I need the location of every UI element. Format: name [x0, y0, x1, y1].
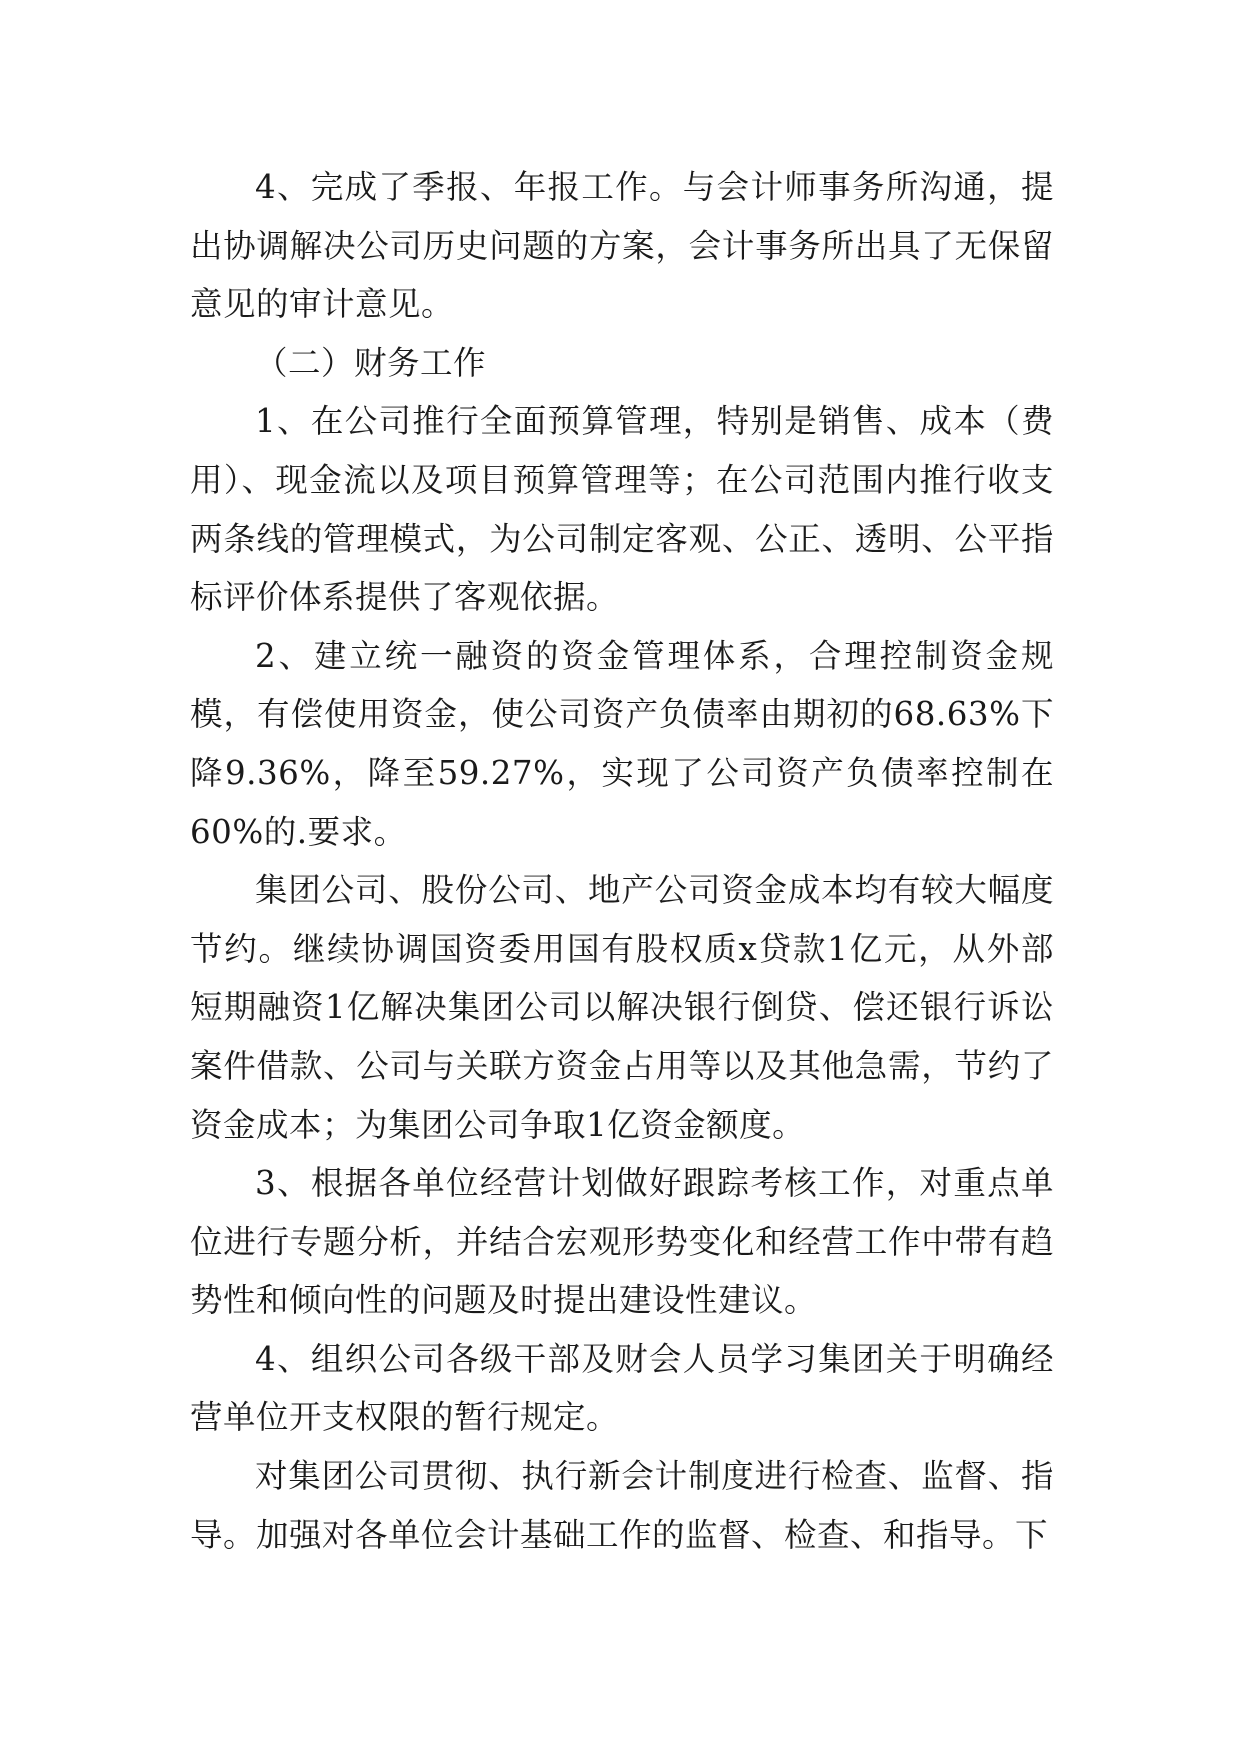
document-body	[190, 158, 1054, 1564]
paragraph-budget-management: 1、在公司推行全面预算管理，特别是销售、成本（费用）、现金流以及项目预算管理等；在公司范围内推行收支两条线的管理模式，为公司制定客观、公正、透明、公平指标评价体系提供了客观依据。	[190, 402, 1054, 617]
section-heading-finance-work: （二）财务工作	[255, 343, 487, 382]
paragraph-accounting-supervision: 对集团公司贯彻、执行新会计制度进行检查、监督、指导。加强对各单位会计基础工作的监督、检查、和指导。下	[190, 1457, 1054, 1554]
paragraph-expense-authority-study: 4、组织公司各级干部及财会人员学习集团关于明确经营单位开支权限的暂行规定。	[190, 1339, 1054, 1437]
paragraph-performance-tracking: 3、根据各单位经营计划做好跟踪考核工作，对重点单位进行专题分析，并结合宏观形势变化和经营工作中带有趋势性和倾向性的问题及时提出建设性建议。	[190, 1164, 1054, 1320]
paragraph-quarterly-annual-report: 4、完成了季报、年报工作。与会计师事务所沟通，提出协调解决公司历史问题的方案，会计事务所出具了无保留意见的审计意见。	[190, 168, 1054, 324]
paragraph-capital-cost-savings: 集团公司、股份公司、地产公司资金成本均有较大幅度节约。继续协调国资委用国有股权质x贷款1亿元，从外部短期融资1亿解决集团公司以解决银行倒贷、偿还银行诉讼案件借款、公司与关联方资金占用等以及其他急需，节约了资金成本；为集团公司争取1亿资金额度。	[190, 871, 1054, 1144]
paragraph-fund-management: 2、建立统一融资的资金管理体系，合理控制资金规模，有偿使用资金，使公司资产负债率由期初的68.63%下降9.36%，降至59.27%，实现了公司资产负债率控制在60%的.要求。	[190, 636, 1054, 851]
